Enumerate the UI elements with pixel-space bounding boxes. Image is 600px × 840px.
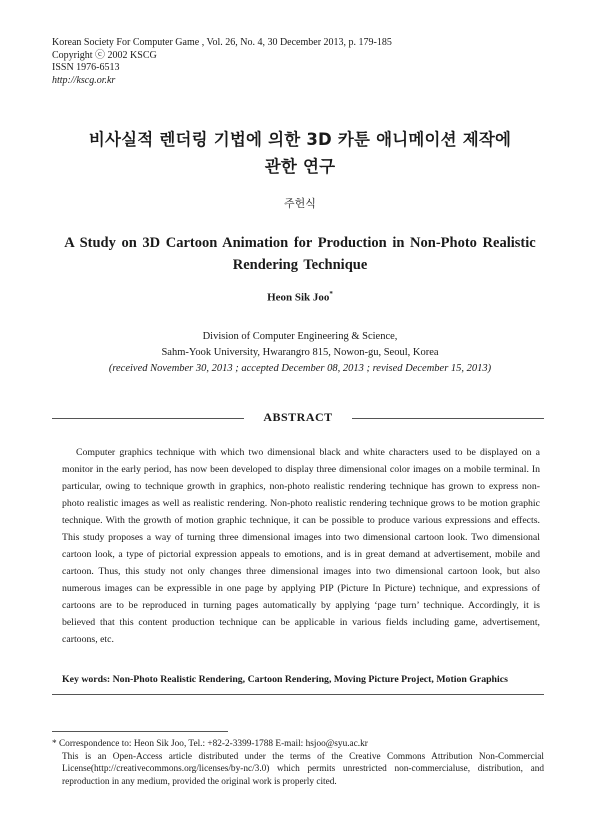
affiliation-line-2: Sahm-Yook University, Hwarangro 815, Nowon-gu, Seoul, Korea bbox=[161, 347, 439, 358]
footnote-divider bbox=[52, 731, 228, 732]
abstract-heading-row bbox=[52, 409, 544, 429]
journal-url: http://kscg.or.kr bbox=[52, 74, 116, 86]
affiliation bbox=[0, 329, 600, 377]
korean-author: 주헌식 bbox=[284, 197, 316, 210]
affiliation-line-1: Division of Computer Engineering & Science, bbox=[202, 331, 398, 342]
english-title-line-1: A Study on 3D Cartoon Animation for Production in Non-Photo Realistic bbox=[64, 235, 536, 251]
footnote bbox=[52, 738, 544, 788]
journal-citation: Korean Society For Computer Game , Vol. 26, No. 4, 30 December 2013, p. 179-185 bbox=[52, 37, 392, 48]
korean-title bbox=[40, 126, 560, 180]
submission-dates: (received November 30, 2013 ; accepted December 08, 2013 ; revised December 15, 2013) bbox=[108, 363, 492, 374]
copyright-line: Copyright ⓒ 2002 KSCG bbox=[52, 49, 157, 61]
footnote-license: This is an Open-Access article distributed under the terms of the Creative Commons Attribution Non-Commercial License(http://creativecommons.org/licenses/by-nc/3.0) which permits unrestricted non-commercialuse, distribution, and reproduction in any medium, provided the original work is properly cited. bbox=[62, 751, 544, 787]
journal-header bbox=[52, 37, 392, 87]
author-footnote-mark: * bbox=[329, 290, 333, 298]
footnote-correspondence: * Correspondence to: Heon Sik Joo, Tel.: +82-2-3399-1788 E-mail: hsjoo@syu.ac.kr bbox=[52, 739, 368, 749]
english-title-line-2: Rendering Technique bbox=[232, 257, 368, 273]
korean-title-line-2: 관한 연구 bbox=[264, 157, 336, 176]
keywords: Key words: Non-Photo Realistic Rendering, Cartoon Rendering, Moving Picture Project, Motion Graphics bbox=[62, 674, 508, 685]
heading-rule-right bbox=[352, 418, 544, 419]
korean-title-line-1: 비사실적 렌더링 기법에 의한 3D 카툰 애니메이션 제작에 bbox=[88, 130, 512, 149]
author-name: Heon Sik Joo bbox=[267, 291, 330, 304]
english-author bbox=[0, 290, 600, 304]
english-title bbox=[40, 232, 560, 276]
keywords-divider bbox=[52, 694, 544, 695]
issn-line: ISSN 1976-6513 bbox=[52, 62, 120, 73]
abstract-heading: ABSTRACT bbox=[263, 410, 333, 424]
abstract-body: Computer graphics technique with which two dimensional black and white characters used to be displayed on a monitor in the early period, has now been developed to display three dimensional color images on a mobile terminal. In particular, owing to technique growth in graphics, non-photo realistic rendering technique has grown to express non-photo realistic images as well as realistic rendering. Non-photo realistic rendering technique grows to be motion graphic technique. With the growth of motion graphic technique, it can be possible to produce various expressions and effects. This study proposes a way of turning three dimensional images into two dimensional cartoon look. Two dimensional cartoon look, a type of pictorial expression appeals to emotions, and is in great demand at advertisement, mobile and cartoon. Thus, this study not only changes three dimensional images into two dimensional cartoon look, but also numerous images can be expressible in one page by applying PIP (Picture In Picture) technique, and expressions of cartoons are to be reproduced in turning pages automatically by applying ‘page turn’ technique. Accordingly, it is believed that this content production technique can be applicable in various fields including game, advertisement, cartoons, etc. bbox=[62, 447, 540, 645]
